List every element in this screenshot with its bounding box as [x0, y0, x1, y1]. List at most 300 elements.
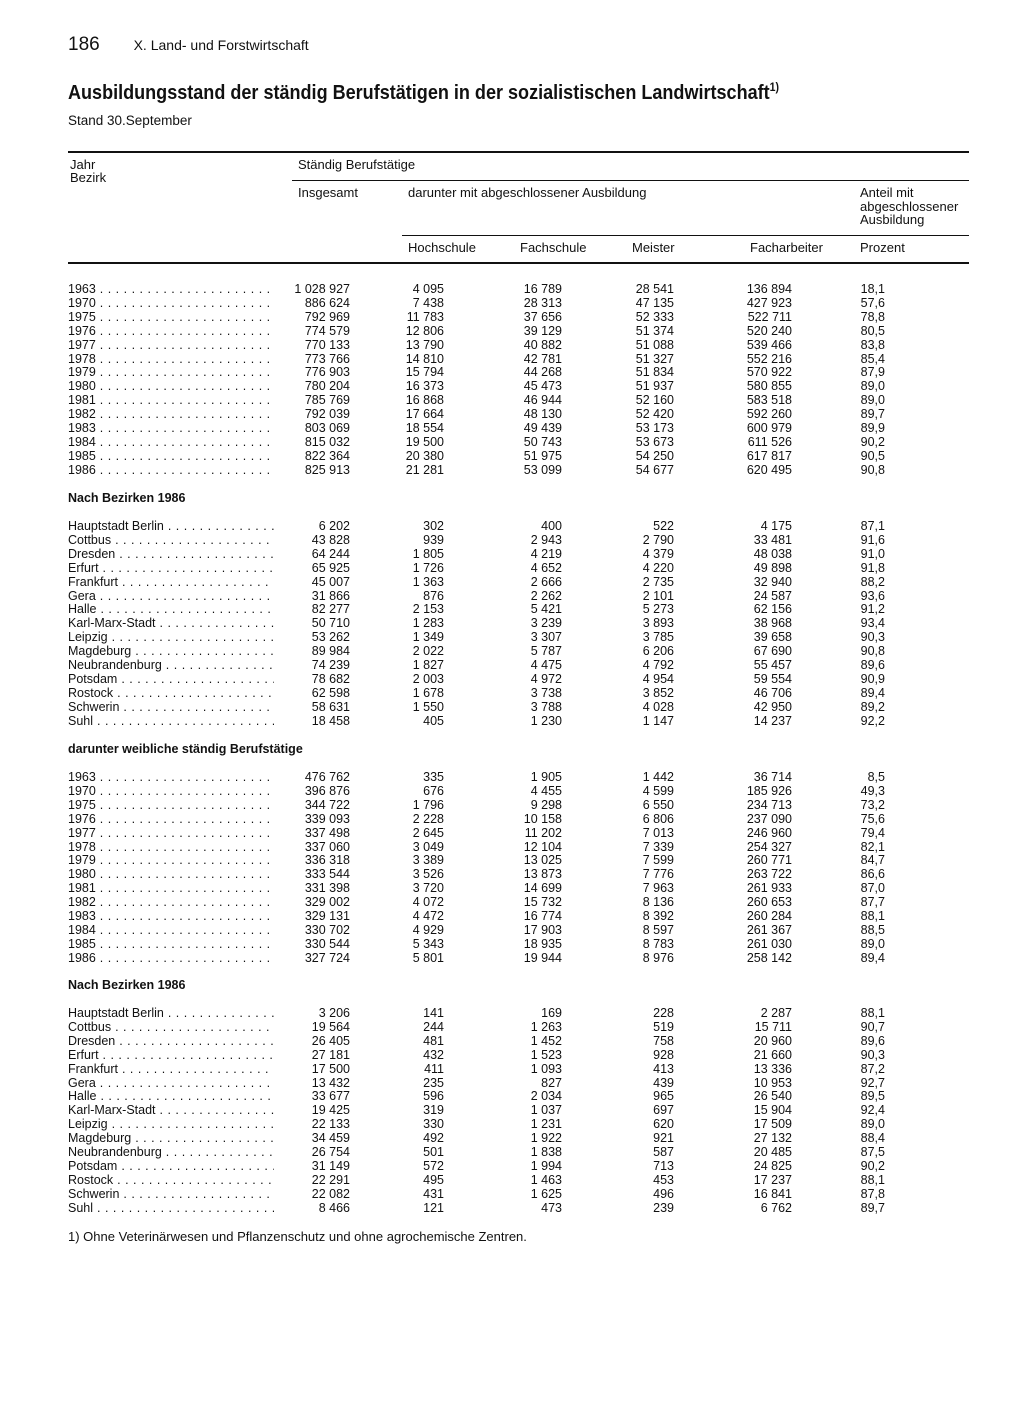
cell-insgesamt: 476 762: [304, 770, 350, 784]
cell-prozent: 85,4: [860, 351, 885, 366]
section-label-women: darunter weibliche ständig Berufstätige: [68, 742, 303, 756]
cell-fachschule: 40 882: [523, 337, 562, 352]
cell-fachschule: 2 262: [530, 588, 562, 603]
column-header-share-1: Anteil mit: [860, 185, 914, 200]
cell-prozent: 87,1: [860, 519, 885, 533]
cell-hochschule: 939: [423, 532, 444, 547]
cell-meister: 4 954: [642, 671, 674, 686]
cell-prozent: 18,1: [860, 282, 885, 296]
cell-meister: 7 599: [642, 853, 674, 868]
table-row: [0, 923, 1024, 937]
cell-fachschule: 49 439: [523, 421, 562, 435]
cell-hochschule: 319: [423, 1103, 444, 1118]
cell-insgesamt: 886 624: [304, 295, 350, 310]
cell-facharbeiter: 260 653: [746, 895, 792, 910]
page-header: [68, 34, 309, 56]
cell-prozent: 89,0: [860, 379, 885, 394]
cell-facharbeiter: 16 841: [753, 1186, 792, 1201]
cell-insgesamt: 785 769: [304, 393, 350, 408]
table-row: [0, 463, 1024, 477]
cell-prozent: 89,0: [860, 393, 885, 408]
cell-hochschule: 17 664: [405, 407, 444, 422]
cell-fachschule: 1 922: [530, 1131, 562, 1146]
cell-hochschule: 2 228: [412, 811, 444, 826]
cell-prozent: 82,1: [860, 839, 885, 854]
row-label: Magdeburg . . .: [68, 644, 274, 658]
cell-meister: 522: [653, 519, 674, 533]
cell-insgesamt: 19 564: [311, 1019, 350, 1034]
cell-fachschule: 16 789: [523, 282, 562, 296]
cell-insgesamt: 330 702: [304, 922, 350, 937]
cell-insgesamt: 26 754: [311, 1145, 350, 1159]
cell-prozent: 89,0: [860, 936, 885, 951]
cell-prozent: 88,1: [860, 1006, 885, 1020]
cell-hochschule: 5 801: [412, 950, 444, 965]
cell-insgesamt: 3 206: [318, 1006, 350, 1020]
cell-prozent: 88,2: [860, 574, 885, 589]
cell-insgesamt: 344 722: [304, 797, 350, 812]
cell-insgesamt: 329 131: [304, 909, 350, 923]
cell-insgesamt: 337 498: [304, 825, 350, 840]
cell-prozent: 93,6: [860, 588, 885, 603]
cell-prozent: 87,5: [860, 1145, 885, 1159]
cell-prozent: 89,4: [860, 685, 885, 700]
cell-meister: 4 792: [642, 658, 674, 672]
row-label: 1976 . . .: [68, 812, 274, 826]
cell-prozent: 87,2: [860, 1061, 885, 1076]
cell-fachschule: 46 944: [523, 393, 562, 408]
cell-fachschule: 4 219: [530, 546, 562, 561]
row-label: Schwerin . . .: [68, 700, 274, 714]
table-row: [0, 1173, 1024, 1187]
cell-meister: 52 333: [635, 309, 674, 324]
table-row: [0, 840, 1024, 854]
cell-hochschule: 1 827: [412, 658, 444, 672]
cell-fachschule: 44 268: [523, 365, 562, 380]
table-row: [0, 700, 1024, 714]
table-subtitle: Stand 30.September: [68, 113, 192, 128]
cell-hochschule: 330: [423, 1117, 444, 1132]
cell-hochschule: 7 438: [412, 295, 444, 310]
column-header-fachschule: Fachschule: [520, 240, 587, 255]
cell-meister: 2 790: [642, 532, 674, 547]
cell-fachschule: 39 129: [523, 323, 562, 338]
cell-prozent: 91,8: [860, 560, 885, 575]
row-label: 1980 . . .: [68, 379, 274, 393]
cell-hochschule: 1 550: [412, 699, 444, 714]
row-label: 1981 . . .: [68, 393, 274, 407]
table-row: [0, 909, 1024, 923]
cell-insgesamt: 53 262: [311, 630, 350, 645]
cell-facharbeiter: 59 554: [753, 671, 792, 686]
cell-hochschule: 4 095: [412, 282, 444, 296]
cell-prozent: 90,8: [860, 644, 885, 659]
cell-meister: 587: [653, 1145, 674, 1159]
row-label: Frankfurt . . .: [68, 575, 274, 589]
cell-insgesamt: 78 682: [311, 671, 350, 686]
cell-facharbeiter: 24 587: [753, 588, 792, 603]
row-label: 1986 . . .: [68, 951, 274, 965]
row-label: Karl-Marx-Stadt . . .: [68, 616, 274, 630]
cell-prozent: 92,2: [860, 713, 885, 728]
cell-facharbeiter: 38 968: [753, 616, 792, 631]
cell-prozent: 89,4: [860, 950, 885, 965]
row-label: Suhl . . .: [68, 714, 274, 728]
table-row: [0, 407, 1024, 421]
row-label: Hauptstadt Berlin . . .: [68, 1006, 274, 1020]
cell-hochschule: 14 810: [405, 351, 444, 366]
row-label: 1975 . . .: [68, 310, 274, 324]
row-label: 1983 . . .: [68, 909, 274, 923]
cell-insgesamt: 6 202: [318, 519, 350, 533]
cell-insgesamt: 43 828: [311, 532, 350, 547]
cell-insgesamt: 792 969: [304, 309, 350, 324]
cell-prozent: 80,5: [860, 323, 885, 338]
table-row: [0, 421, 1024, 435]
row-label: Neubrandenburg . . .: [68, 658, 274, 672]
cell-meister: 2 101: [642, 588, 674, 603]
cell-fachschule: 51 975: [523, 448, 562, 463]
cell-facharbeiter: 13 336: [753, 1061, 792, 1076]
row-label: Dresden . . .: [68, 1034, 274, 1048]
cell-facharbeiter: 185 926: [746, 783, 792, 798]
cell-hochschule: 4 072: [412, 895, 444, 910]
table-row: [0, 338, 1024, 352]
cell-fachschule: 1 463: [530, 1172, 562, 1187]
cell-meister: 47 135: [635, 295, 674, 310]
cell-facharbeiter: 600 979: [746, 421, 792, 435]
cell-meister: 713: [653, 1158, 674, 1173]
row-label: 1985 . . .: [68, 449, 274, 463]
cell-insgesamt: 8 466: [318, 1200, 350, 1215]
table-row: [0, 435, 1024, 449]
row-label: Leipzig . . .: [68, 630, 274, 644]
table-row: [0, 296, 1024, 310]
table-row: [0, 812, 1024, 826]
stub-label-year: Jahr: [70, 157, 96, 172]
cell-prozent: 91,0: [860, 546, 885, 561]
cell-facharbeiter: 48 038: [753, 546, 792, 561]
cell-facharbeiter: 15 711: [754, 1019, 792, 1034]
cell-facharbeiter: 611 526: [747, 434, 792, 449]
cell-prozent: 90,2: [860, 434, 885, 449]
cell-hochschule: 596: [423, 1089, 444, 1104]
cell-insgesamt: 339 093: [304, 811, 350, 826]
table-row: [0, 602, 1024, 616]
cell-fachschule: 17 903: [523, 922, 562, 937]
table-row: [0, 1006, 1024, 1020]
cell-fachschule: 11 202: [524, 825, 562, 840]
cell-meister: 3 785: [642, 630, 674, 645]
cell-meister: 1 147: [642, 713, 674, 728]
cell-facharbeiter: 263 722: [746, 867, 792, 882]
column-header-prozent: Prozent: [860, 240, 905, 255]
table-title: [68, 80, 779, 105]
cell-hochschule: 13 790: [405, 337, 444, 352]
table-row: [0, 1062, 1024, 1076]
cell-insgesamt: 34 459: [311, 1131, 350, 1146]
cell-facharbeiter: 427 923: [746, 295, 792, 310]
cell-hochschule: 411: [424, 1061, 444, 1076]
cell-prozent: 87,9: [860, 365, 885, 380]
cell-fachschule: 1 452: [530, 1033, 562, 1048]
row-label: Rostock . . .: [68, 686, 274, 700]
table-row: [0, 393, 1024, 407]
cell-fachschule: 28 313: [523, 295, 562, 310]
cell-facharbeiter: 33 481: [753, 532, 792, 547]
cell-insgesamt: 22 133: [311, 1117, 350, 1132]
cell-facharbeiter: 26 540: [753, 1089, 792, 1104]
cell-insgesamt: 333 544: [304, 867, 350, 882]
cell-facharbeiter: 261 933: [746, 881, 792, 896]
table-row: [0, 630, 1024, 644]
table-row: [0, 352, 1024, 366]
table-row: [0, 575, 1024, 589]
cell-meister: 8 136: [642, 895, 674, 910]
row-label: Karl-Marx-Stadt . . .: [68, 1103, 274, 1117]
cell-prozent: 88,5: [860, 922, 885, 937]
cell-hochschule: 16 868: [405, 393, 444, 408]
cell-meister: 453: [653, 1172, 674, 1187]
cell-hochschule: 405: [423, 713, 444, 728]
cell-fachschule: 4 972: [530, 671, 562, 686]
stub-label-district: Bezirk: [70, 170, 107, 185]
row-label: 1970 . . .: [68, 296, 274, 310]
cell-meister: 7 339: [642, 839, 674, 854]
cell-fachschule: 1 523: [530, 1047, 562, 1062]
cell-fachschule: 4 652: [530, 560, 562, 575]
cell-prozent: 89,6: [860, 658, 885, 672]
cell-facharbeiter: 39 658: [753, 630, 792, 645]
cell-fachschule: 4 455: [530, 783, 562, 798]
cell-hochschule: 335: [423, 770, 444, 784]
cell-facharbeiter: 592 260: [746, 407, 792, 422]
table-row: [0, 644, 1024, 658]
row-label: 1977 . . .: [68, 338, 274, 352]
cell-meister: 3 893: [642, 616, 674, 631]
cell-hochschule: 16 373: [405, 379, 444, 394]
cell-meister: 8 597: [642, 922, 674, 937]
cell-facharbeiter: 580 855: [746, 379, 792, 394]
table-row: [0, 547, 1024, 561]
cell-facharbeiter: 17 509: [753, 1117, 792, 1132]
cell-hochschule: 2 153: [412, 602, 444, 617]
cell-hochschule: 235: [423, 1075, 444, 1090]
table-row: [0, 1187, 1024, 1201]
cell-insgesamt: 803 069: [304, 421, 350, 435]
cell-meister: 7 963: [642, 881, 674, 896]
cell-meister: 965: [653, 1089, 674, 1104]
table-row: [0, 672, 1024, 686]
row-label: Leipzig . . .: [68, 1117, 274, 1131]
cell-fachschule: 53 099: [523, 462, 562, 477]
cell-hochschule: 1 796: [412, 797, 444, 812]
table-row: [0, 784, 1024, 798]
cell-insgesamt: 33 677: [311, 1089, 350, 1104]
cell-fachschule: 1 093: [530, 1061, 562, 1076]
cell-hochschule: 1 283: [412, 616, 444, 631]
table-row: [0, 533, 1024, 547]
cell-insgesamt: 17 500: [311, 1061, 350, 1076]
cell-hochschule: 3 526: [412, 867, 444, 882]
cell-fachschule: 400: [541, 519, 562, 533]
cell-facharbeiter: 20 960: [753, 1033, 792, 1048]
footnote: 1) Ohne Veterinärwesen und Pflanzenschutz und ohne agrochemische Zentren.: [68, 1229, 527, 1244]
cell-insgesamt: 89 984: [311, 644, 350, 659]
cell-prozent: 78,8: [860, 309, 885, 324]
cell-prozent: 90,5: [860, 448, 885, 463]
table-row: [0, 686, 1024, 700]
cell-facharbeiter: 21 660: [753, 1047, 792, 1062]
cell-prozent: 89,2: [860, 699, 885, 714]
cell-fachschule: 3 307: [530, 630, 562, 645]
row-label: 1980 . . .: [68, 867, 274, 881]
column-header-meister: Meister: [632, 240, 675, 255]
row-label: 1976 . . .: [68, 324, 274, 338]
cell-fachschule: 1 230: [530, 713, 562, 728]
cell-fachschule: 169: [541, 1006, 562, 1020]
cell-hochschule: 21 281: [405, 462, 444, 477]
row-label: 1963 . . .: [68, 282, 274, 296]
cell-hochschule: 302: [423, 519, 444, 533]
cell-meister: 6 206: [642, 644, 674, 659]
row-label: Potsdam . . .: [68, 1159, 274, 1173]
row-label: Neubrandenburg . . .: [68, 1145, 274, 1159]
cell-fachschule: 5 421: [530, 602, 562, 617]
column-header-hochschule: Hochschule: [408, 240, 476, 255]
cell-prozent: 90,7: [860, 1019, 885, 1034]
row-label: 1975 . . .: [68, 798, 274, 812]
row-label: Magdeburg . . .: [68, 1131, 274, 1145]
cell-insgesamt: 327 724: [304, 950, 350, 965]
row-label: Hauptstadt Berlin . . .: [68, 519, 274, 533]
cell-meister: 51 374: [635, 323, 674, 338]
row-label: 1963 . . .: [68, 770, 274, 784]
cell-prozent: 84,7: [860, 853, 885, 868]
row-label: 1985 . . .: [68, 937, 274, 951]
cell-prozent: 89,0: [860, 1117, 885, 1132]
cell-hochschule: 481: [423, 1033, 444, 1048]
cell-facharbeiter: 67 690: [753, 644, 792, 659]
cell-fachschule: 16 774: [523, 909, 562, 923]
cell-meister: 620: [653, 1117, 674, 1132]
row-label: Halle . . .: [68, 1089, 274, 1103]
table-row: [0, 1020, 1024, 1034]
cell-insgesamt: 331 398: [304, 881, 350, 896]
table-row: [0, 282, 1024, 296]
row-label: 1970 . . .: [68, 784, 274, 798]
cell-hochschule: 492: [423, 1131, 444, 1146]
cell-hochschule: 1 726: [412, 560, 444, 575]
column-group-label: Ständig Berufstätige: [298, 157, 416, 172]
row-label: 1981 . . .: [68, 881, 274, 895]
cell-fachschule: 3 788: [530, 699, 562, 714]
cell-hochschule: 244: [423, 1019, 444, 1034]
header-bottom-rule: [68, 262, 969, 264]
cell-insgesamt: 396 876: [304, 783, 350, 798]
table-row: [0, 379, 1024, 393]
cell-insgesamt: 770 133: [304, 337, 350, 352]
table-row: [0, 1159, 1024, 1173]
header-top-rule: [68, 151, 969, 153]
cell-meister: 51 937: [635, 379, 674, 394]
cell-meister: 6 806: [642, 811, 674, 826]
cell-prozent: 92,7: [860, 1075, 885, 1090]
cell-facharbeiter: 620 495: [746, 462, 792, 477]
table-row: [0, 365, 1024, 379]
cell-insgesamt: 31 866: [311, 588, 350, 603]
cell-insgesamt: 329 002: [304, 895, 350, 910]
cell-prozent: 92,4: [860, 1103, 885, 1118]
row-label: Potsdam . . .: [68, 672, 274, 686]
cell-hochschule: 5 343: [412, 936, 444, 951]
row-label: Erfurt . . .: [68, 561, 274, 575]
table-row: [0, 770, 1024, 784]
row-label: 1982 . . .: [68, 407, 274, 421]
cell-facharbeiter: 24 825: [753, 1158, 792, 1173]
table-row: [0, 658, 1024, 672]
cell-hochschule: 1 678: [412, 685, 444, 700]
cell-hochschule: 3 389: [412, 853, 444, 868]
cell-fachschule: 9 298: [530, 797, 562, 812]
cell-hochschule: 501: [423, 1145, 444, 1159]
table-row: [0, 324, 1024, 338]
cell-facharbeiter: 62 156: [753, 602, 792, 617]
cell-hochschule: 12 806: [405, 323, 444, 338]
cell-fachschule: 1 838: [530, 1145, 562, 1159]
cell-fachschule: 15 732: [523, 895, 562, 910]
cell-insgesamt: 780 204: [304, 379, 350, 394]
cell-facharbeiter: 49 898: [753, 560, 792, 575]
cell-hochschule: 2 003: [412, 671, 444, 686]
row-label: 1977 . . .: [68, 826, 274, 840]
table-row: [0, 589, 1024, 603]
row-label: Gera . . .: [68, 589, 274, 603]
table-row: [0, 1117, 1024, 1131]
table-row: [0, 853, 1024, 867]
cell-fachschule: 13 025: [523, 853, 562, 868]
table-row: [0, 951, 1024, 965]
table-row: [0, 616, 1024, 630]
row-label: 1984 . . .: [68, 923, 274, 937]
cell-hochschule: 19 500: [405, 434, 444, 449]
cell-insgesamt: 74 239: [311, 658, 350, 672]
cell-fachschule: 50 743: [523, 434, 562, 449]
cell-fachschule: 1 231: [530, 1117, 562, 1132]
cell-facharbeiter: 254 327: [746, 839, 792, 854]
cell-fachschule: 5 787: [530, 644, 562, 659]
cell-insgesamt: 62 598: [311, 685, 350, 700]
cell-insgesamt: 330 544: [304, 936, 350, 951]
cell-meister: 53 173: [635, 421, 674, 435]
row-label: 1979 . . .: [68, 853, 274, 867]
cell-meister: 439: [653, 1075, 674, 1090]
cell-prozent: 93,4: [860, 616, 885, 631]
cell-fachschule: 45 473: [523, 379, 562, 394]
cell-insgesamt: 22 082: [311, 1186, 350, 1201]
cell-hochschule: 431: [423, 1186, 444, 1201]
row-label: Cottbus . . .: [68, 533, 274, 547]
cell-facharbeiter: 261 367: [746, 922, 792, 937]
cell-prozent: 90,9: [860, 671, 885, 686]
cell-meister: 8 783: [642, 936, 674, 951]
cell-insgesamt: 58 631: [311, 699, 350, 714]
cell-facharbeiter: 4 175: [760, 519, 792, 533]
cell-facharbeiter: 36 714: [753, 770, 792, 784]
cell-meister: 51 088: [635, 337, 674, 352]
row-label: 1983 . . .: [68, 421, 274, 435]
cell-fachschule: 48 130: [523, 407, 562, 422]
